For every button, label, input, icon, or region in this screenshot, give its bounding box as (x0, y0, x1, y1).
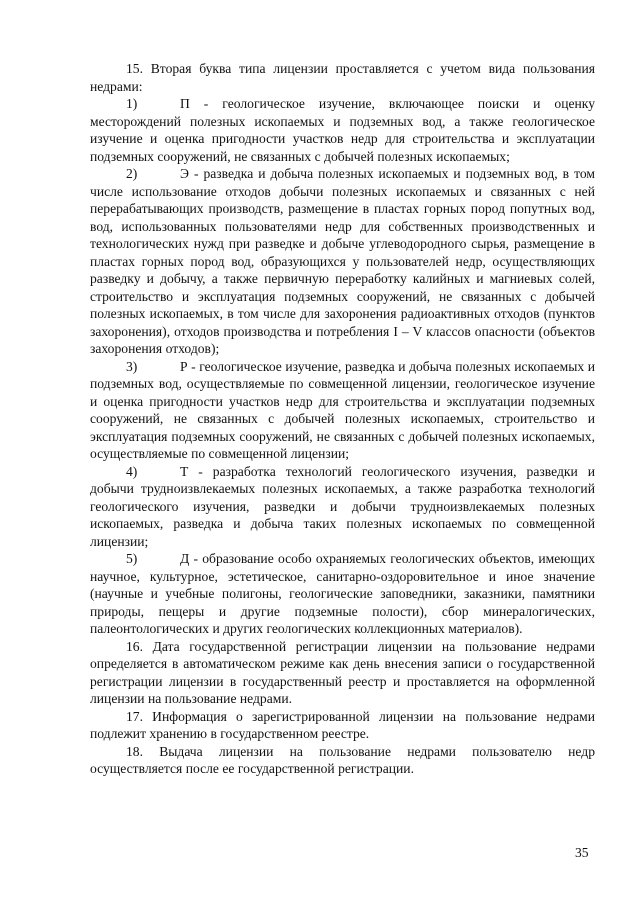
list-item-number: 5) (126, 551, 138, 566)
paragraph-18: 18. Выдача лицензии на пользование недрами пользователю недр осуществляется после ее государственной регистрации. (90, 743, 595, 776)
paragraph-17: 17. Информация о зарегистрированной лицензии на пользование недрами подлежит хранению в государственном реестре. (90, 708, 595, 741)
list-item-text: Д - образование особо охраняемых геологических объектов, имеющих научное, культурное, эстетическое, санитарно-оздоровительное и иное значение (научные и учебные полигоны, геологические заповедники, заказники, памятники природы, пещеры и другие подземные полости), сбор минералогических, палеонтологических и других геологических коллекционных материалов). (90, 551, 595, 636)
paragraph-15: 15. Вторая буква типа лицензии проставляется с учетом вида пользования недрами: (90, 61, 595, 94)
list-item-2 (90, 165, 595, 358)
list-item-number: 4) (126, 463, 138, 479)
list-item-3 (90, 358, 595, 463)
page-number: 35 (575, 845, 589, 860)
list-item-1 (90, 95, 595, 165)
list-item-5 (90, 550, 595, 638)
list-item-text: Т - разработка технологий геологического изучения, разведки и добычи трудноизвлекаемых полезных ископаемых, а также разработка технологий геологического изучения, разведки и добычи трудноизвлекаемых полезных ископаемых, разведка и добыча таких полезных ископаемых по совмещенной лицензии; (90, 463, 595, 549)
list-item-text: Р - геологическое изучение, разведка и добыча полезных ископаемых и подземных вод, осуществляемые по совмещенной лицензии, геологическое изучение и оценка пригодности участков недр для строительства и эксплуатации подземных сооружений, не связанных с добычей полезных ископаемых, строительство и эксплуатация подземных сооружений, не связанных с добычей полезных ископаемых, осуществляемые по совмещенной лицензии; (90, 358, 595, 461)
paragraph-16: 16. Дата государственной регистрации лицензии на пользование недрами определяется в автоматическом режиме как день внесения записи о государственной регистрации лицензии в государственный реестр и проставляется на оформленной лицензии на пользование недрами. (90, 638, 595, 706)
list-item-text: П - геологическое изучение, включающее поиски и оценку месторождений полезных ископаемых и подземных вод, а также геологическое изучение и оценка пригодности участков недр для строительства и эксплуатации подземных сооружений, не связанных с добычей полезных ископаемых; (90, 96, 595, 164)
list-item-number: 3) (126, 358, 138, 374)
document-body (90, 60, 595, 778)
list-item-4 (90, 463, 595, 551)
list-item-number: 2) (126, 166, 138, 181)
list-item-text: Э - разведка и добыча полезных ископаемых и подземных вод, в том числе использование отходов добычи полезных ископаемых и связанных с ней перерабатывающих производств, размещение в пластах горных пород попутных вод, вод, использованных пользователями недр для собственных производственных и технологических нужд при разведке и добыче углеводородного сырья, размещение в пластах горных пород вод, образующихся у пользователей недр, осуществляющих разведку и добычу, а также первичную переработку калийных и магниевых солей, строительство и эксплуатация подземных сооружений, не связанных с добычей полезных ископаемых, в том числе для захоронения радиоактивных отходов (пунктов захоронения), отходов производства и потребления I – V классов опасности (объектов захоронения отходов); (90, 166, 595, 356)
list-item-number: 1) (126, 96, 138, 111)
